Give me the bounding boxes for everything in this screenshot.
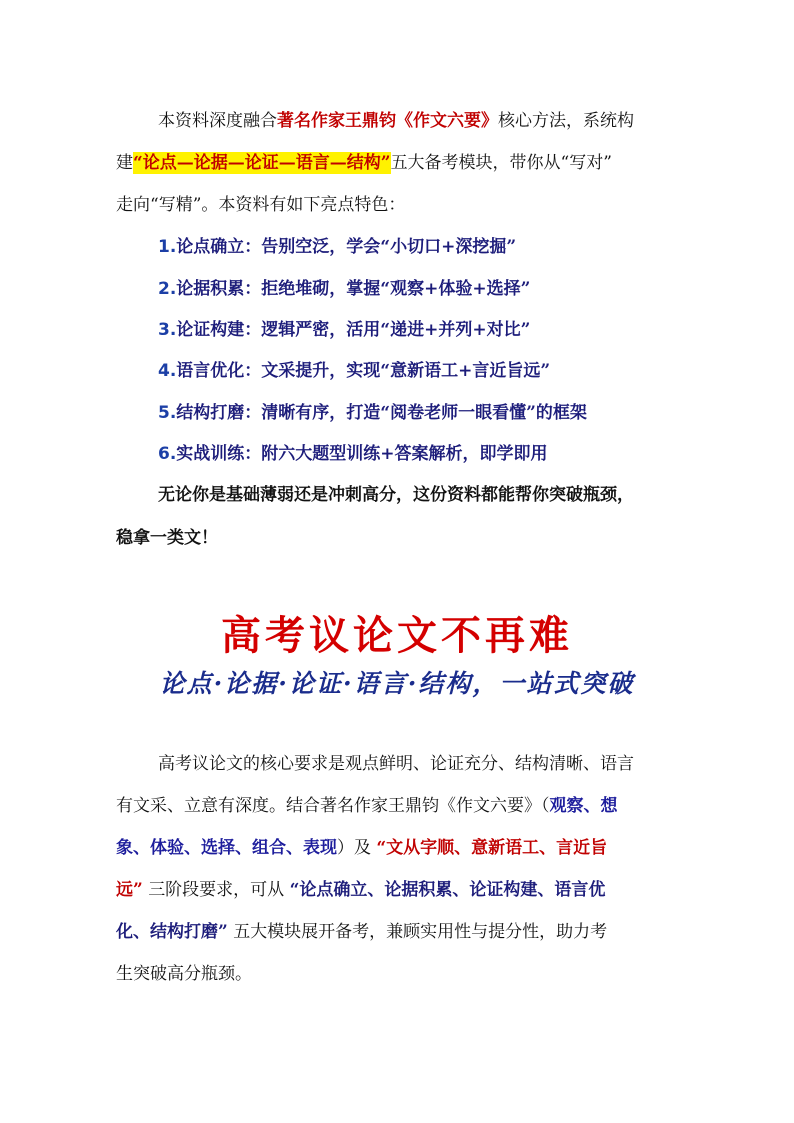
intro-text: 五大备考模块，带你从“写对” <box>390 153 612 173</box>
body-emphasis-navy: 化、结构打磨” <box>116 922 228 942</box>
feature-item <box>158 274 530 299</box>
feature-item <box>158 315 530 340</box>
feature-number: 5. <box>158 403 177 423</box>
intro-text: 核心方法，系统构 <box>498 111 634 131</box>
feature-item <box>158 398 587 423</box>
feature-number: 3. <box>158 320 177 340</box>
feature-text: 语言优化：文采提升，实现“意新语工+言近旨远” <box>176 361 551 381</box>
feature-number: 2. <box>158 279 177 299</box>
body-text: 三阶段要求，可从 <box>148 880 285 900</box>
body-emphasis-blue: 象、体验、选择、组合、表现 <box>116 838 337 858</box>
body-text: 有文采、立意有深度。结合著名作家王鼎钧《作文六要》（ <box>116 796 550 816</box>
body-emphasis-blue: 观察、想 <box>549 796 618 816</box>
body-line-3 <box>116 833 607 858</box>
body-line-2 <box>116 791 618 816</box>
sub-title: 论点·论据·论证·语言·结构，一站式突破 <box>159 669 635 698</box>
intro-line-3: 走向“写精”。本资料有如下亮点特色： <box>116 195 406 215</box>
feature-text: 结构打磨：清晰有序，打造“阅卷老师一眼看懂”的框架 <box>176 403 587 423</box>
body-line-6: 生突破高分瓶颈。 <box>116 964 252 984</box>
main-title: 高考议论文不再难 <box>221 612 573 659</box>
intro-emphasis-author: 著名作家王鼎钧《作文六要》 <box>277 111 498 131</box>
feature-item <box>158 232 516 257</box>
feature-number: 4. <box>158 361 177 381</box>
intro-text: 本资料深度融合 <box>158 111 277 131</box>
feature-text: 实战训练：附六大题型训练+答案解析，即学即用 <box>176 444 548 464</box>
feature-number: 1. <box>158 237 177 257</box>
closing-line-2: 稳拿一类文！ <box>116 528 218 548</box>
intro-line-2 <box>116 148 612 173</box>
body-line-5 <box>116 917 607 942</box>
body-emphasis-navy: “论点确立、论据积累、论证构建、语言优 <box>289 880 606 900</box>
body-text: 五大模块展开备考，兼顾实用性与提分性，助力考 <box>233 922 608 942</box>
feature-text: 论点确立：告别空泛，学会“小切口+深挖掘” <box>176 237 517 257</box>
feature-text: 论证构建：逻辑严密，活用“递进+并列+对比” <box>176 320 531 340</box>
body-emphasis-red: 远” <box>116 880 143 900</box>
body-line-4 <box>116 875 605 900</box>
closing-line-1: 无论你是基础薄弱还是冲刺高分，这份资料都能帮你突破瓶颈， <box>158 485 634 505</box>
body-line-1: 高考议论文的核心要求是观点鲜明、论证充分、结构清晰、语言 <box>158 754 634 774</box>
feature-text: 论据积累：拒绝堆砌，掌握“观察+体验+选择” <box>176 279 531 299</box>
intro-highlight-modules: “论点—论据—论证—语言—结构” <box>133 153 391 173</box>
intro-text: 建 <box>116 153 133 173</box>
feature-item <box>158 356 550 381</box>
intro-line-1 <box>158 106 634 131</box>
feature-item <box>158 439 548 464</box>
feature-number: 6. <box>158 444 177 464</box>
body-text: ）及 <box>337 838 371 858</box>
body-emphasis-red: “文从字顺、意新语工、言近旨 <box>376 838 608 858</box>
